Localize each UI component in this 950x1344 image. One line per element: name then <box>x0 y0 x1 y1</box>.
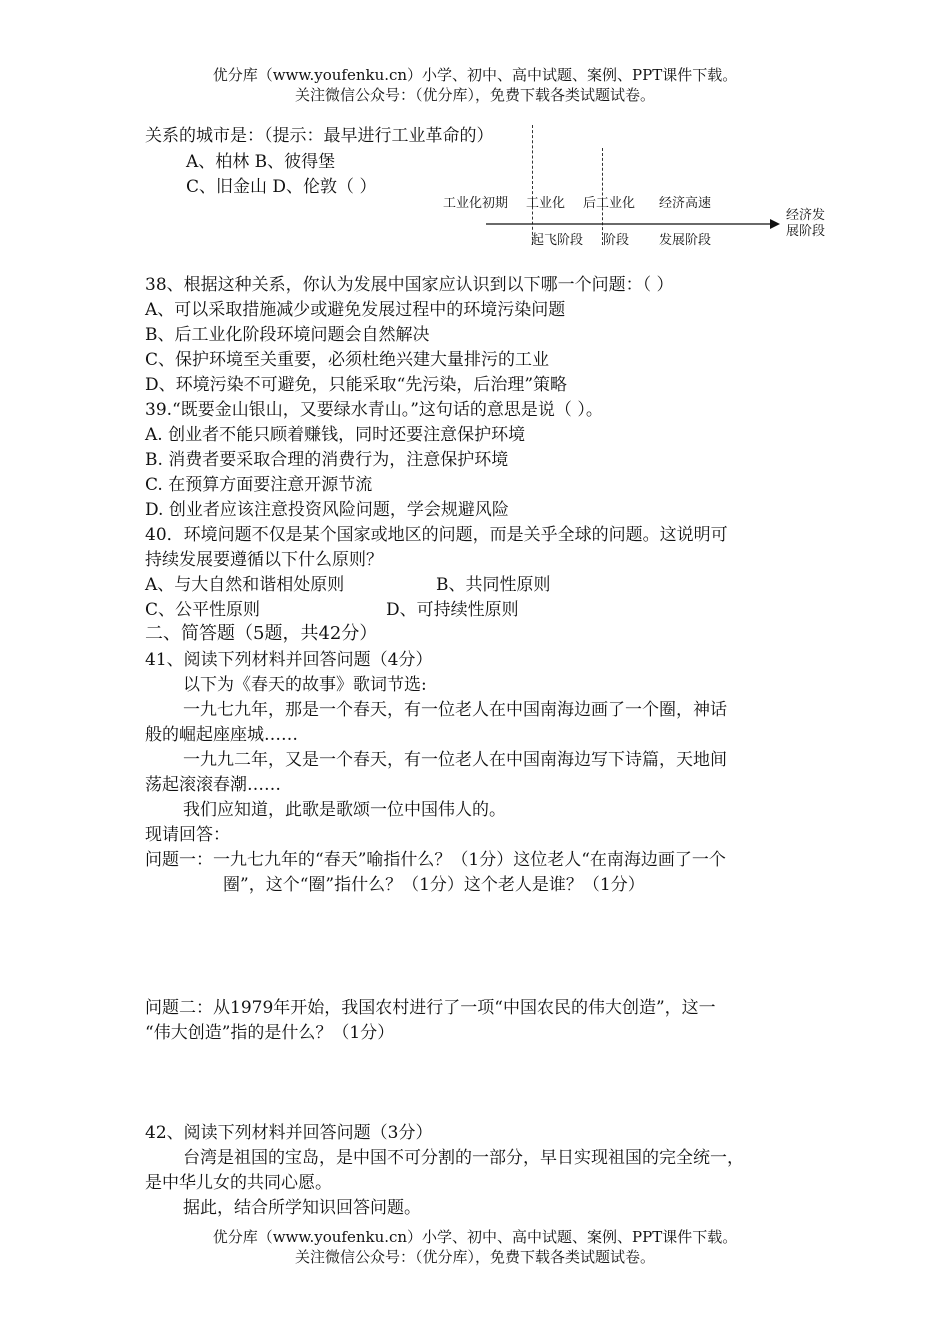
q39-option-b: B. 消费者要采取合理的消费行为，注意保护环境 <box>145 450 509 470</box>
q38-option-b: B、后工业化阶段环境问题会自然解决 <box>145 325 430 345</box>
q41-material-intro: 以下为《春天的故事》歌词节选: <box>183 675 427 695</box>
q42-material-line-2: 是中华儿女的共同心愿。 <box>145 1173 332 1193</box>
stage-label-4: 经济高速 <box>659 196 712 211</box>
q41-prompt: 现请回答： <box>145 825 230 845</box>
q42-stem: 42、阅读下列材料并回答问题（3分） <box>145 1123 433 1143</box>
footer-line-1: 优分库（www.youfenku.cn）小学、初中、高中试题、案例、PPT课件下载。 <box>212 1228 738 1246</box>
q39-option-a: A. 创业者不能只顾着赚钱，同时还要注意保护环境 <box>145 425 526 445</box>
stage-label-3-bottom: 阶段 <box>603 233 630 248</box>
stage-label-4-bottom: 发展阶段 <box>659 233 712 248</box>
footer-line-2: 关注微信公众号：（优分库），免费下载各类试题试卷。 <box>294 1248 655 1266</box>
q41-stem: 41、阅读下列材料并回答问题（4分） <box>145 650 433 670</box>
stage-label-2-bottom: 起飞阶段 <box>531 233 584 248</box>
q41-question-1-line-1: 问题一：一九七九年的“春天”喻指什么？（1分）这位老人“在南海边画了一个 <box>145 850 726 870</box>
q41-lyric-2b: 荡起滚滚春潮…… <box>145 775 281 795</box>
q42-material-line-1: 台湾是祖国的宝岛，是中国不可分割的一部分，早日实现祖国的完全统一， <box>183 1148 744 1168</box>
q41-lyric-1a: 一九七九年，那是一个春天，有一位老人在中国南海边画了一个圈，神话 <box>183 700 727 720</box>
q41-question-2-line-2: “伟大创造”指的是什么？（1分） <box>145 1023 395 1043</box>
q38-option-a: A、可以采取措施减少或避免发展过程中的环境污染问题 <box>145 300 566 320</box>
section-2-title: 二、简答题（5题，共42分） <box>145 623 378 644</box>
q38-option-c: C、保护环境至关重要，必须杜绝兴建大量排污的工业 <box>145 350 550 370</box>
q40-option-a: A、与大自然和谐相处原则 <box>145 575 345 595</box>
header-line-1: 优分库（www.youfenku.cn）小学、初中、高中试题、案例、PPT课件下载。 <box>212 66 738 84</box>
stage-label-2: 工业化 <box>526 196 566 211</box>
q37-stem: 关系的城市是：（提示：最早进行工业革命的） <box>145 126 494 146</box>
q41-question-1-line-2: 圈”，这个“圈”指什么？（1分）这个老人是谁？（1分） <box>223 875 645 895</box>
q41-material-note: 我们应知道，此歌是歌颂一位中国伟人的。 <box>183 800 506 820</box>
q41-lyric-2a: 一九九二年，又是一个春天，有一位老人在中国南海边写下诗篇，天地间 <box>183 750 727 770</box>
q37-options-cd: C、旧金山 D、伦敦（ ） <box>186 177 377 197</box>
q40-stem-line-2: 持续发展要遵循以下什么原则？ <box>145 550 383 570</box>
q41-question-2-line-1: 问题二：从1979年开始，我国农村进行了一项“中国农民的伟大创造”，这一 <box>145 998 716 1018</box>
axis-label-line-2: 展阶段 <box>786 224 826 239</box>
q40-stem-line-1: 40．环境问题不仅是某个国家或地区的问题，而是关乎全球的问题。这说明可 <box>145 525 728 545</box>
q39-option-c: C. 在预算方面要注意开源节流 <box>145 475 373 495</box>
q40-option-c: C、公平性原则 <box>145 600 261 620</box>
q39-option-d: D. 创业者应该注意投资风险问题，学会规避风险 <box>145 500 509 520</box>
header-line-2: 关注微信公众号：（优分库），免费下载各类试题试卷。 <box>294 86 655 104</box>
stage-label-3: 后工业化 <box>583 196 636 211</box>
q38-option-d: D、环境污染不可避免，只能采取“先污染，后治理”策略 <box>145 375 568 395</box>
axis-label-line-1: 经济发 <box>786 208 826 223</box>
q37-options-ab: A、柏林 B、彼得堡 <box>186 152 336 172</box>
q42-instruction: 据此，结合所学知识回答问题。 <box>183 1198 421 1218</box>
q38-stem: 38、根据这种关系，你认为发展中国家应认识到以下哪一个问题：（ ） <box>145 275 674 295</box>
q40-option-d: D、可持续性原则 <box>386 600 519 620</box>
stage-label-1: 工业化初期 <box>443 196 509 211</box>
q39-stem: 39.“既要金山银山，又要绿水青山。”这句话的意思是说（ ）。 <box>145 400 603 420</box>
q40-option-b: B、共同性原则 <box>436 575 551 595</box>
q41-lyric-1b: 般的崛起座座城…… <box>145 725 298 745</box>
